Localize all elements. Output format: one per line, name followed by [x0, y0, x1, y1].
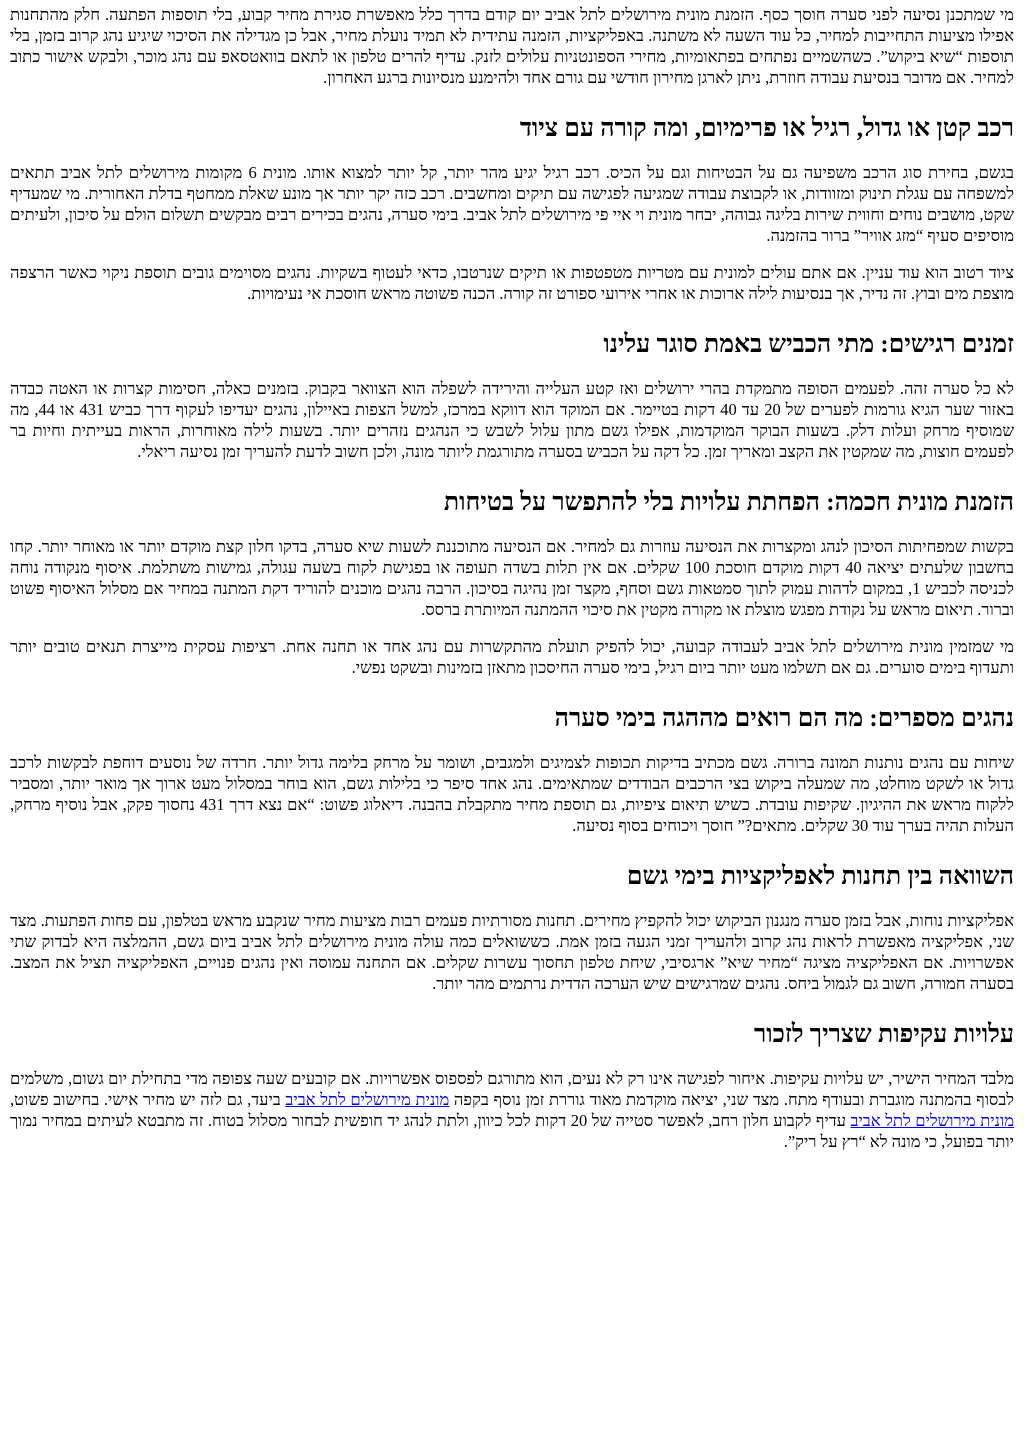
- section-heading-stations-vs-apps: השוואה בין תחנות לאפליקציות בימי גשם: [626, 863, 1014, 890]
- paragraph-text-segment: ביעד, גם לזה יש מחיר אישי. בחישוב פשוט,: [10, 1090, 286, 1109]
- vehicle-choice-paragraph: בגשם, בחירת סוג הרכב משפיעה גם על הבטיחות וגם על הכיס. רכב רגיל יגיע מהר יותר, קל יותר למצוא אותו. מונית 6 מקומות מירושלים לתל אביב תתאים למשפחה עם עגלת תינוק ומזוודות, או לקבוצת עבודה שמגיעה לפגישה עם תיקים ומחשבים. רכב כזה יקר יותר אך מונע שאלת ממחטף בדלת האחורית. מי שמעדיף שקט, מושבים נוחים וחווית שירות בליגה גבוהה, יבחר מונית וי איי פי מירושלים לתל אביב. בימי סערה, נהגים בכירים רבים מבקשים תשלום הולם על סיכון, ולעיתים מוסיפים סעיף “מזג אוויר” ברור בהזמנה.: [10, 163, 1014, 245]
- storm-timing-paragraph: לא כל סערה זהה. לפעמים הסופה מתמקדת בהרי ירושלים ואז קטע העלייה והירידה לשפלה הוא הצוואר בקבוק. בזמנים כאלה, חסימות קצרות או האטה כבדה באזור שער הגיא גורמות לפערים של 20 עד 40 דקות בטיימר. אם המוקד הוא דווקא במרכז, למשל הצפות באיילון, נהגים יעדיפו לעקוף דרך כביש 431 או 44, מה שמוסיף מרחק ועלות דלק. בשעות הבוקר המוקדמות, אפילו גשם מתון עלול לשבש כי הנהגים נזהרים יותר. בשעות לילה מאוחרות, הראות בעייתית וחיות בר לפעמים חוצות, מה שמקטין את הקצב ומאריך זמן. כל דקה על הכביש בסערה מתורגמת ליותר מונה, ולכן חשוב לדעת להעריך זמן נסיעה ריאלי.: [10, 379, 1015, 461]
- section-heading-smart-booking: הזמנת מונית חכמה: הפחתת עלויות בלי להתפשר על בטיחות: [443, 489, 1014, 516]
- indirect-costs-paragraph: [10, 1068, 1014, 1152]
- section-heading-sensitive-times: זמנים רגישים: מתי הכביש באמת סוגר עלינו: [603, 331, 1014, 358]
- section-heading-vehicle-size: רכב קטן או גדול, רגיל או פרימיום, ומה קורה עם ציוד: [519, 115, 1014, 142]
- regular-work-rides-paragraph: מי שמזמין מונית מירושלים לתל אביב לעבודה קבועה, יכול להפיק תועלת מהתקשרות עם נהג אחד או תחנה אחת. רציפות עסקית מייצרת תנאים טובים יותר ותעדוף בימים סוערים. גם אם תשלמו מעט יותר ביום רגיל, בימי סערה החיסכון מתאזן בזמינות ובשקט נפשי.: [10, 637, 1014, 677]
- stations-vs-apps-paragraph: אפליקציות נוחות, אבל בזמן סערה מנגנון הביקוש יכול להקפיץ מחירים. תחנות מסורתיות פעמים רבות מציעות מחיר שנקבע מראש בטלפון, עם פחות הפתעות. מצד שני, אפליקציה מאפשרת לראות נהג קרוב ולהעריך זמני הגעה בזמן אמת. כששואלים כמה עולה מונית מירושלים לתל אביב ביום גשם, ההמלצה היא לבדוק שתי אפשרויות. אם האפליקציה מציגה “מחיר שיא” ארגסיבי, שיחת טלפון תחסוך עשרות שקלים. אם התחנה עמוסה ואין נהגים פנויים, האפליקציה תציל את המצב. בסערה חמורה, חשוב גם לגמול ביחס. נהגים שמרגישים שיש הערכה הדדית נרתמים מהר יותר.: [10, 911, 1014, 993]
- intro-paragraph: מי שמתכנן נסיעה לפני סערה חוסך כסף. הזמנת מונית מירושלים לתל אביב יום קודם בדרך כלל מאפשרת סגירת מחיר קבוע, בלי תוספות הפתעה. חלק מהתחנות אפילו מציעות התחייבות למחיר, כל עוד השעה לא משתנה. באפליקציות, הזמנה עתידית לא תמיד נועלת מחיר, אבל כן מגדילה את הסיכוי שיגיע נהג קרוב בזמן, בלי תוספות “שיא ביקוש”. כשהשמיים נפתחים בפתאומיות, מחירי הספונטניות עלולים לזנק. עדיף להרים טלפון או לתאם בוואטסאפ עם נהג מוכר, ולבקש אישור כתוב למחיר. אם מדובר בנסיעת עבודה חוזרת, ניתן לארגן מחירון חודשי עם גורם אחד ולהימנע מנסיונות ברגע האחרון.: [10, 5, 1014, 87]
- cost-reduction-paragraph: בקשות שמפחיתות הסיכון לנהג ומקצרות את הנסיעה עוזרות גם למחיר. אם הנסיעה מתוכננת לשעות שיא סערה, בדקו חלון קצת מוקדם יותר או מאוחר יותר. קחו בחשבון שלעתים יציאה 40 דקות מוקדם חוסכת 100 שקלים. אם אין תלות בשדה תעופה או בפגישת לקוח בשעה עגולה, גמישות משתלמת. איסוף מנקודה נוחה לכניסה לכביש 1, במקום לדהות עמוק לתוך סמטאות גשם וסחף, מקצר זמן נהיגה בסיכון. הרבה נהגים מוכנים להוריד דקת המתנה במחיר אם מסלול האיסוף פשוט וברור. תיאום מראש על נקודת מפגש מוצלת או מקורה מקטין את סיכוי ההמתנה המיותרת ברסס.: [10, 537, 1014, 619]
- wet-equipment-paragraph: ציוד רטוב הוא עוד עניין. אם אתם עולים למונית עם מטריות מטפטפות או תיקים שנרטבו, כדאי לעטוף בשקיות. נהגים מסוימים גובים תוספת ניקוי כאשר הרצפה מוצפת מים ובוץ. זה נדיר, אך בנסיעות לילה ארוכות או אחרי אירועי ספורט זה קורה. הכנה פשוטה מראש חוסכת אי נעימויות.: [10, 263, 1014, 303]
- article-body: [10, 4, 1014, 1152]
- driver-conversations-paragraph: שיחות עם נהגים נותנות תמונה ברורה. גשם מכתיב בדיקות תכופות לצמיגים ולמגבים, ושומר על מרחק בלימה גדול יותר. חרדה של נוסעים דוחפת לבקשות לרכב גדול או לשקט מוחלט, מה שמעלה ביקוש בצי הרכבים הבודדים שמתאימים. נהג אחד סיפר כי בלילות גשם, הוא בוחר במסלול מעט ארוך אך מואר יותר, ומסביר ללקוח מראש את ההיגיון. שקיפות עובדת. כשיש תיאום ציפיות, גם תוספת מחיר מתקבלת בהבנה. דיאלוג פשוט: “אם נצא דרך 431 נחסוך פקק, אבל נוסיף מרחק, העלות תהיה בערך עוד 30 שקלים. מתאים?” חוסך ויכוחים בסוף נסיעה.: [10, 753, 1014, 835]
- taxi-jerusalem-telaviv-link-1[interactable]: מונית מירושלים לתל אביב: [285, 1090, 450, 1109]
- paragraph-text-segment: עדיף לקבוע חלון רחב, לאפשר סטייה של 20 דקות לכל כיוון, ולתת לנהג יד חופשית לבחור מסלול בטוח. זה מתבטא לעיתים במחיר נמוך יותר בפועל, כי מונה לא “רץ על ריק”.: [10, 1111, 1014, 1151]
- section-heading-drivers-tell: נהגים מספרים: מה הם רואים מההגה בימי סערה: [554, 705, 1014, 732]
- taxi-jerusalem-telaviv-link-2[interactable]: מונית מירושלים לתל אביב: [850, 1111, 1014, 1130]
- section-heading-indirect-costs: עלויות עקיפות שצריך לזכור: [754, 1021, 1014, 1048]
- paragraph-text-segment: מלבד המחיר הישיר, יש עלויות עקיפות. איחור לפגישה אינו רק לא נעים, הוא מתורגם לפספוס אפשרויות. אם קובעים שעה צפופה מדי בתחילת יום גשום, משלמים לבסוף בהמתנה מוגברת ובעודף מתח. מצד שני, יציאה מוקדמת מאוד גוררת זמן נוסף בקפה: [10, 1069, 1014, 1109]
